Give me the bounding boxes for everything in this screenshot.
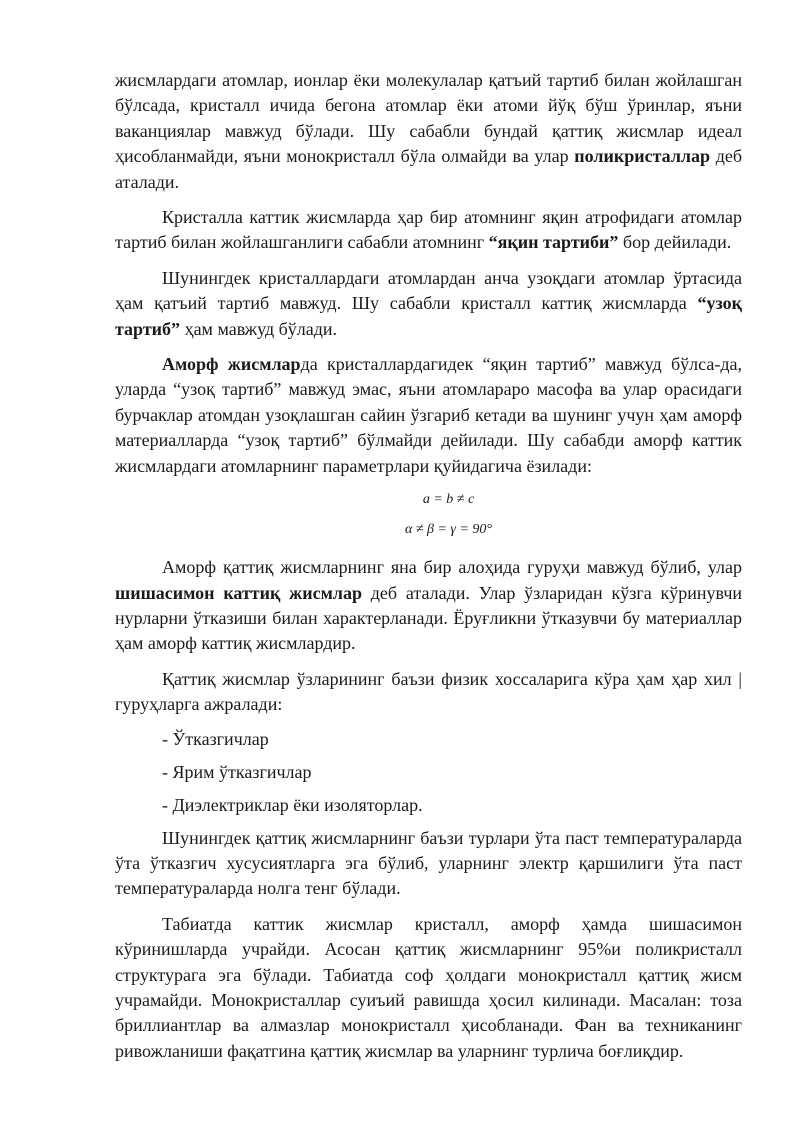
formula-lattice-angles: α ≠ β = γ = 90°: [404, 522, 492, 538]
paragraph-long-range-order: Шунингдек кристаллардаги атомлардан анча узоқдаги атомлар ўртасида ҳам қатъий тартиб мавжуд. Шу сабабли кристалл каттиқ жисмларда “узоқ тартиб” ҳам мавжуд бўлади.: [115, 267, 742, 339]
list-item: - Ярим ўтказгичлар: [162, 761, 312, 782]
term-polycrystals: поликристаллар: [574, 146, 711, 167]
list-item: - Ўтказгичлар: [162, 728, 269, 749]
paragraph-nature-of-solids: Табиатда каттик жисмлар кристалл, аморф ҳамда шишасимон кўринишларда учрайди. Асосан қаттиқ жисмларнинг 95%и поликристалл структурага эга бўлади. Табиатда соф ҳолдаги монокристалл қаттиқ жисм учрамайди. Монокристаллар суиъий равишда ҳосил килинади. Масалан: тоза бриллиантлар ва алмазлар монокристалл ҳисобланади. Фан ва техниканинг ривожланиши фақатгина қаттиқ жисмлар ва уларнинг турлича боғлиқдир.: [115, 913, 742, 1061]
paragraph-polycrystals: жисмлардаги атомлар, ионлар ёки молекулалар қатъий тартиб билан жойлашган бўлсада, кристалл ичида бегона атомлар ёки атоми йўқ бўш ўринлар, яъни ваканциялар мавжуд бўлади. Шу сабабли бундай қаттиқ жисмлар идеал ҳисобланмайди, яъни монокристалл бўла олмайди ва улар поликристаллар деб аталади.: [115, 70, 743, 192]
term-glassy-solids: шишасимон каттиқ жисмлар: [115, 582, 362, 603]
list-item: - Диэлектриклар ёки изоляторлар.: [162, 794, 423, 815]
paragraph-superconductors: Шунингдек қаттиқ жисмларнинг баъзи турлари ўта паст температураларда ўта ўтказгич хусусиятларга эга бўлиб, уларнинг электр қаршилиги ўта паст температураларда нолга тенг бўлади.: [115, 827, 742, 899]
paragraph-short-range-order: Кристалла каттик жисмларда ҳар бир атомнинг яқин атрофидаги атомлар тартиб билан жойлашганлиги сабабли атомнинг “яқин тартиби” бор дейилади.: [115, 207, 742, 253]
term-long-range-order: “узоқ тартиб”: [115, 293, 742, 339]
paragraph-glassy-solids: Аморф қаттиқ жисмларнинг яна бир алоҳида гуруҳи мавжуд бўлиб, улар шишасимон каттиқ жисмлар деб аталади. Улар ўзларидан кўзга кўринувчи нурларни ўтказиши билан характерланади. Ёруғликни ўтказувчи бу материаллар ҳам аморф каттиқ жисмлардир.: [115, 557, 743, 654]
term-short-range-order: “яқин тартиби”: [488, 232, 619, 253]
paragraph-amorphous: Аморф жисмларда кристаллардагидек “яқин тартиб” мавжуд бўлса-да, уларда “узоқ тартиб” мавжуд эмас, яъни атомлараро масофа ва улар орасидаги бурчаклар атомдан узоқлашган сайин ўзгариб кетади ва шунинг учун ҳам аморф материалларда “узоқ тартиб” бўлмайди дейилади. Шу сабабди аморф каттик жисмлардаги атомларнинг параметрлари қуйидагича ёзилади:: [115, 354, 742, 476]
term-amorphous-bodies: Аморф жисмлар: [162, 354, 301, 375]
conductivity-list: [115, 727, 742, 817]
formula-lattice-lengths: a = b ≠ c: [422, 492, 475, 508]
paragraph-physical-groups: Қаттиқ жисмлар ўзларининг баъзи физик хоссаларига кўра ҳам ҳар хил | гуруҳларга ажралади:: [115, 668, 742, 715]
